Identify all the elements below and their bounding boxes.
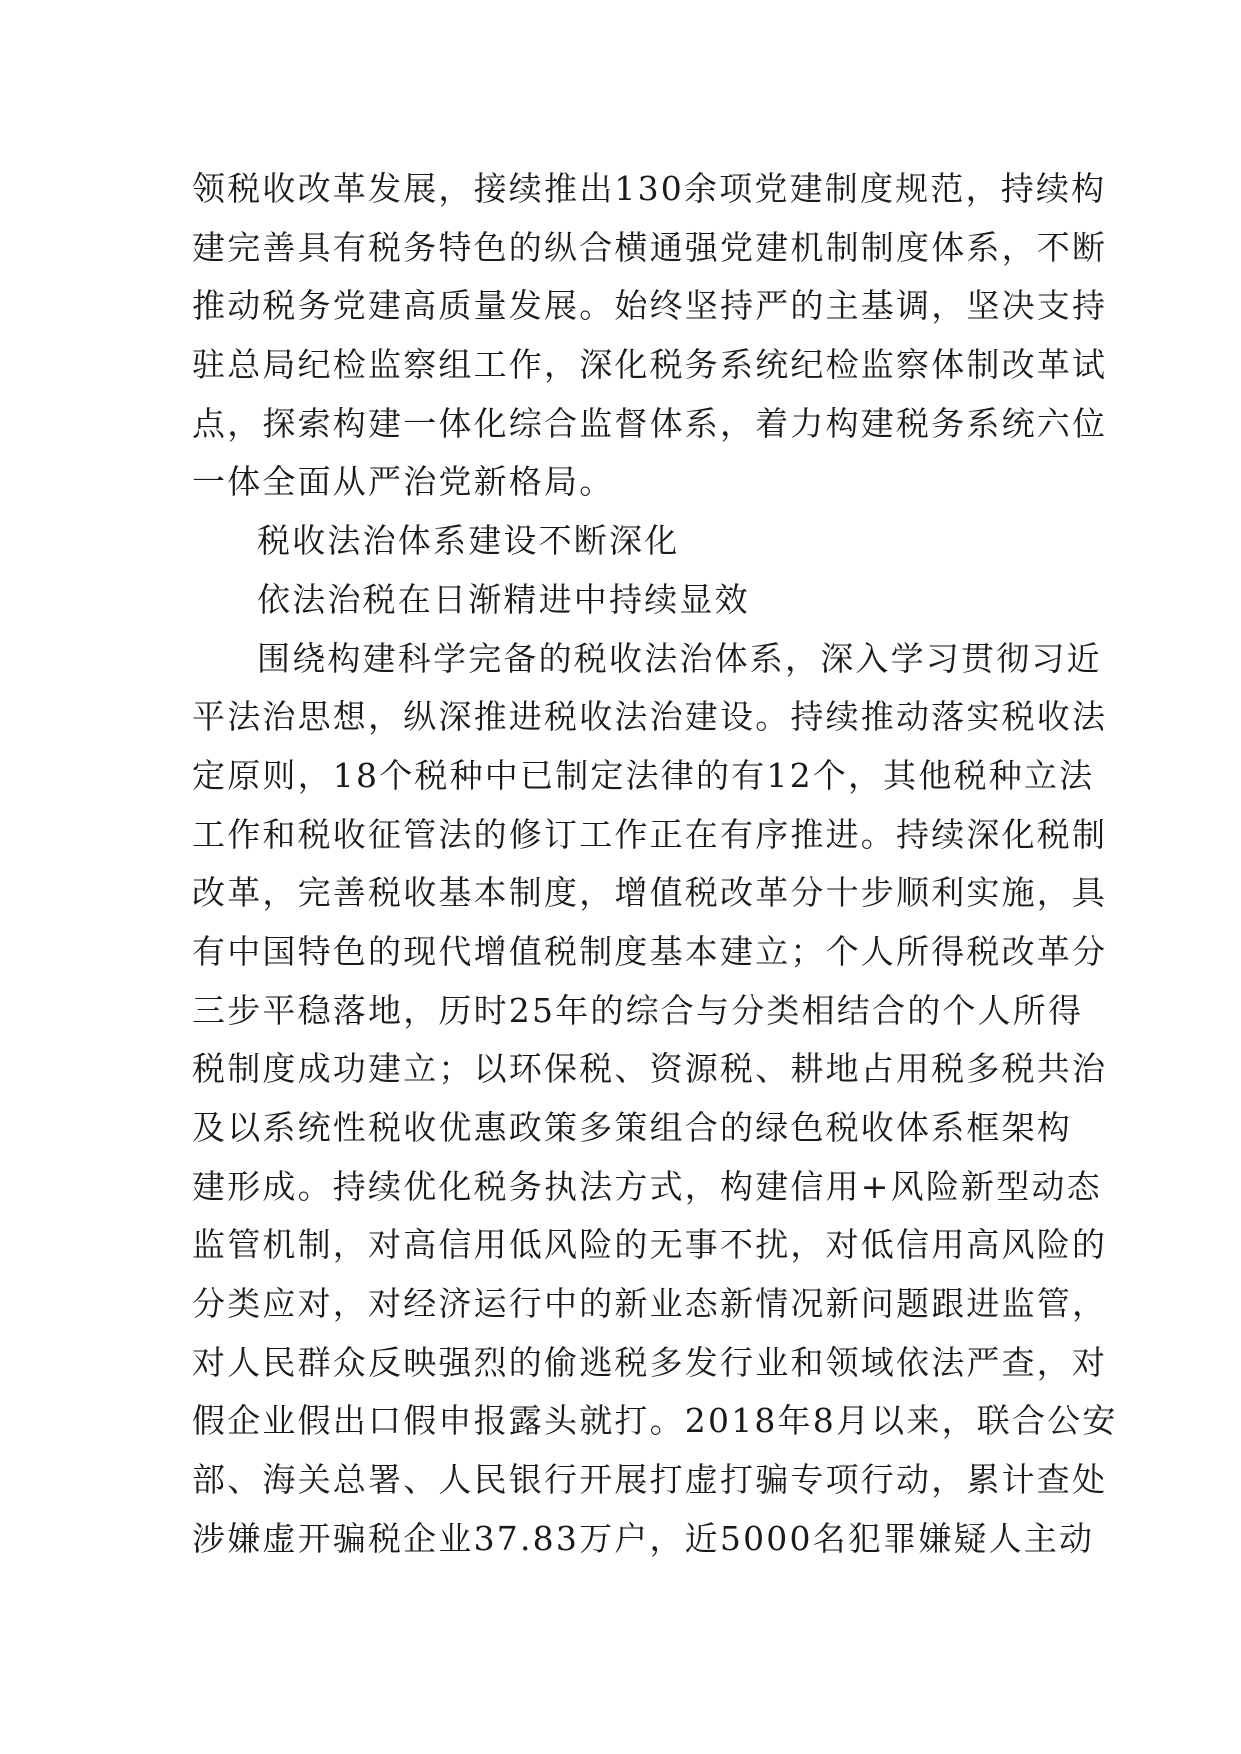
text-line: 监管机制，对高信用低风险的无事不扰，对低信用高风险的 [192, 1225, 1108, 1265]
text-line: 假企业假出口假申报露头就打。2018年8月以来，联合公安 [192, 1401, 1118, 1441]
text-line: 依法治税在日渐精进中持续显效 [257, 579, 750, 619]
text-line: 工作和税收征管法的修订工作正在有序推进。持续深化税制 [192, 814, 1108, 854]
text-line: 改革，完善税收基本制度，增值税改革分十步顺利实施，具 [192, 873, 1108, 913]
text-line: 税收法治体系建设不断深化 [257, 521, 680, 561]
text-line: 领税收改革发展，接续推出130余项党建制度规范，持续构 [192, 169, 1107, 208]
text-line: 驻总局纪检监察组工作，深化税务系统纪检监察体制改革试 [192, 345, 1108, 385]
text-line: 分类应对，对经济运行中的新业态新情况新问题跟进监管， [192, 1284, 1108, 1324]
text-line: 税制度成功建立；以环保税、资源税、耕地占用税多税共治 [192, 1049, 1108, 1089]
text-line: 围绕构建科学完备的税收法治体系，深入学习贯彻习近 [257, 638, 1102, 678]
text-line: 推动税务党建高质量发展。始终坚持严的主基调，坚决支持 [192, 286, 1108, 326]
text-line: 一体全面从严治党新格局。 [192, 462, 615, 502]
text-line: 三步平稳落地，历时25年的综合与分类相结合的个人所得 [192, 990, 1084, 1030]
text-line: 平法治思想，纵深推进税收法治建设。持续推动落实税收法 [192, 697, 1108, 737]
text-line: 及以系统性税收优惠政策多策组合的绿色税收体系框架构 [192, 1108, 1072, 1147]
text-line: 对人民群众反映强烈的偷逃税多发行业和领域依法严查，对 [192, 1342, 1108, 1382]
text-line: 有中国特色的现代增值税制度基本建立；个人所得税改革分 [192, 931, 1108, 971]
body-text [192, 160, 1118, 1569]
text-line: 建完善具有税务特色的纵合横通强党建机制制度体系，不断 [192, 227, 1108, 267]
text-line: 建形成。持续优化税务执法方式，构建信用+风险新型动态 [192, 1166, 1102, 1206]
text-line: 部、海关总署、人民银行开展打虚打骗专项行动，累计查处 [192, 1460, 1108, 1500]
text-line: 定原则，18个税种中已制定法律的有12个，其他税种立法 [192, 755, 1095, 795]
text-line: 点，探索构建一体化综合监督体系，着力构建税务系统六位 [192, 403, 1108, 443]
text-line: 涉嫌虚开骗税企业37.83万户，近5000名犯罪嫌疑人主动 [192, 1518, 1095, 1558]
